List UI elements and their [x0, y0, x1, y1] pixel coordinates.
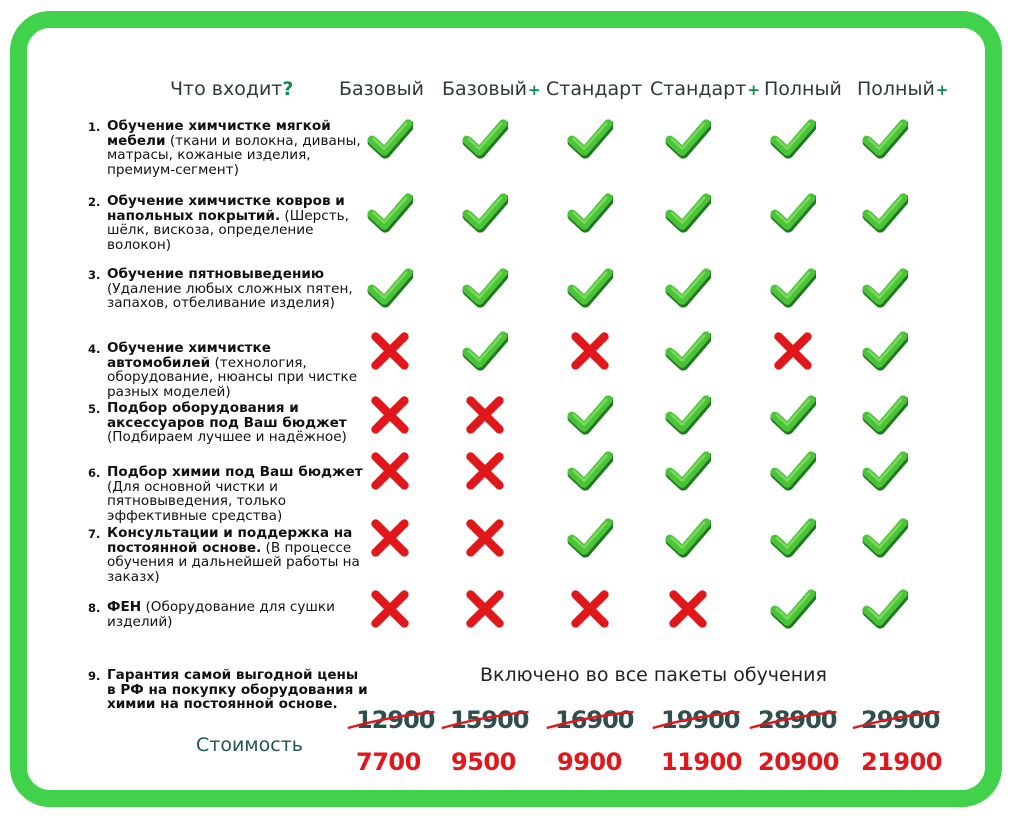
header-package-3 [546, 78, 643, 100]
package-name: Полный [764, 78, 842, 100]
check-icon [567, 448, 613, 494]
old-price-value: 29900 [861, 706, 940, 734]
feature-details: (Удаление любых сложных пятен, запахов, отбеливание изделия) [107, 280, 353, 312]
check-icon [567, 190, 613, 236]
feature-details: (В процессе обучения и дальнейшей работы на заказх) [107, 539, 360, 585]
check-icon [862, 265, 908, 311]
old-price [758, 706, 837, 734]
header-question-text: Что входит [170, 78, 283, 100]
cross-icon [770, 328, 816, 374]
cross-icon [567, 328, 613, 374]
new-price: 7700 [356, 748, 421, 776]
old-price-value: 12900 [356, 706, 435, 734]
check-icon [770, 116, 816, 162]
cross-icon [462, 448, 508, 494]
feature-number: 1. [88, 120, 101, 134]
cross-icon [567, 586, 613, 632]
feature-details: (ткани и волокна, диваны, матрасы, кожаные изделия, премиум-сегмент) [107, 132, 361, 178]
check-icon [770, 515, 816, 561]
feature-row-8 [88, 600, 370, 629]
check-icon [567, 116, 613, 162]
package-plus: + [747, 81, 760, 99]
old-price [356, 706, 435, 734]
header-package-1 [339, 78, 425, 100]
check-icon [862, 328, 908, 374]
cross-icon [367, 448, 413, 494]
new-price: 9900 [557, 748, 622, 776]
new-price: 11900 [661, 748, 742, 776]
package-name: Полный [857, 78, 935, 100]
header-question-mark: ? [282, 78, 294, 100]
check-icon [462, 190, 508, 236]
package-name: Базовый [442, 78, 527, 100]
feature-row-4 [88, 341, 370, 399]
feature-row-5 [88, 401, 370, 445]
check-icon [665, 328, 711, 374]
package-plus: + [527, 81, 541, 99]
feature-details: (Шерсть, шёлк, вискоза, определение волокон) [107, 207, 349, 253]
feature-title: Подбор оборудования и аксессуаров под Ваш бюджет [107, 400, 347, 431]
check-icon [367, 265, 413, 311]
old-price-value: 16900 [555, 706, 634, 734]
old-price-value: 19900 [661, 706, 740, 734]
feature-title: Обучение химчистке мягкой мебели [107, 118, 331, 149]
check-icon [862, 116, 908, 162]
check-icon [770, 586, 816, 632]
old-price [555, 706, 634, 734]
feature-title: Подбор химии под Ваш бюджет [107, 464, 363, 480]
feature-title: Обучение химчистке автомобилей [107, 340, 271, 371]
header-package-4 [650, 78, 760, 100]
check-icon [665, 190, 711, 236]
feature-row-9 [88, 668, 370, 712]
package-name: Стандарт [650, 78, 747, 100]
feature-row-6 [88, 465, 370, 523]
cross-icon [665, 586, 711, 632]
cross-icon [367, 515, 413, 561]
feature-details: (Оборудование для сушки изделий) [107, 599, 335, 630]
package-name: Стандарт [546, 78, 643, 100]
feature-number: 5. [88, 402, 101, 416]
check-icon [665, 515, 711, 561]
cross-icon [462, 586, 508, 632]
feature-title: Обучение пятновыведению [107, 266, 325, 282]
check-icon [665, 116, 711, 162]
cost-label: Стоимость [196, 734, 303, 756]
check-icon [862, 392, 908, 438]
feature-details: (технология, оборудование, нюансы при чистке разных моделей) [107, 354, 358, 400]
feature-number: 2. [88, 195, 101, 209]
header-package-5 [764, 78, 843, 100]
check-icon [567, 515, 613, 561]
cross-icon [367, 328, 413, 374]
header-question [170, 78, 293, 100]
feature-title: Обучение химчистке ковров и напольных покрытий. [107, 193, 345, 224]
check-icon [462, 328, 508, 374]
check-icon [665, 392, 711, 438]
feature-number: 4. [88, 342, 101, 356]
old-price-value: 15900 [450, 706, 529, 734]
check-icon [862, 448, 908, 494]
package-plus: + [935, 81, 949, 99]
check-icon [367, 116, 413, 162]
cross-icon [462, 392, 508, 438]
included-all-text: Включено во все пакеты обучения [480, 664, 827, 686]
check-icon [567, 265, 613, 311]
feature-details: (Для основной чистки и пятновыведения, только эффективные средства) [107, 478, 287, 524]
check-icon [665, 265, 711, 311]
feature-details: (Подбираем лучшее и надёжное) [107, 429, 347, 446]
check-icon [770, 190, 816, 236]
old-price [450, 706, 529, 734]
old-price [661, 706, 740, 734]
check-icon [770, 392, 816, 438]
old-price [861, 706, 940, 734]
check-icon [367, 190, 413, 236]
feature-title: ФЕН [107, 599, 142, 615]
package-name: Базовый [339, 78, 424, 100]
cross-icon [367, 586, 413, 632]
feature-row-2 [88, 194, 370, 252]
feature-title: Гарантия самой выгодной цены в РФ на покупку оборудования и химии на постоянной основе. [107, 667, 368, 713]
check-icon [567, 392, 613, 438]
check-icon [665, 448, 711, 494]
feature-number: 3. [88, 268, 101, 282]
new-price: 21900 [861, 748, 942, 776]
feature-row-7 [88, 526, 370, 584]
check-icon [770, 448, 816, 494]
cross-icon [367, 392, 413, 438]
check-icon [862, 190, 908, 236]
feature-row-1 [88, 119, 370, 177]
feature-title: Консультации и поддержка на постоянной основе. [107, 525, 353, 556]
check-icon [862, 586, 908, 632]
feature-number: 9. [88, 669, 101, 683]
feature-number: 7. [88, 527, 101, 541]
new-price: 20900 [758, 748, 839, 776]
check-icon [462, 265, 508, 311]
check-icon [770, 265, 816, 311]
new-price: 9500 [451, 748, 516, 776]
check-icon [862, 515, 908, 561]
check-icon [462, 116, 508, 162]
feature-number: 8. [88, 601, 101, 615]
feature-row-3 [88, 267, 370, 311]
cross-icon [462, 515, 508, 561]
header-package-6 [857, 78, 948, 100]
header-package-2 [442, 78, 541, 100]
feature-number: 6. [88, 466, 101, 480]
old-price-value: 28900 [758, 706, 837, 734]
